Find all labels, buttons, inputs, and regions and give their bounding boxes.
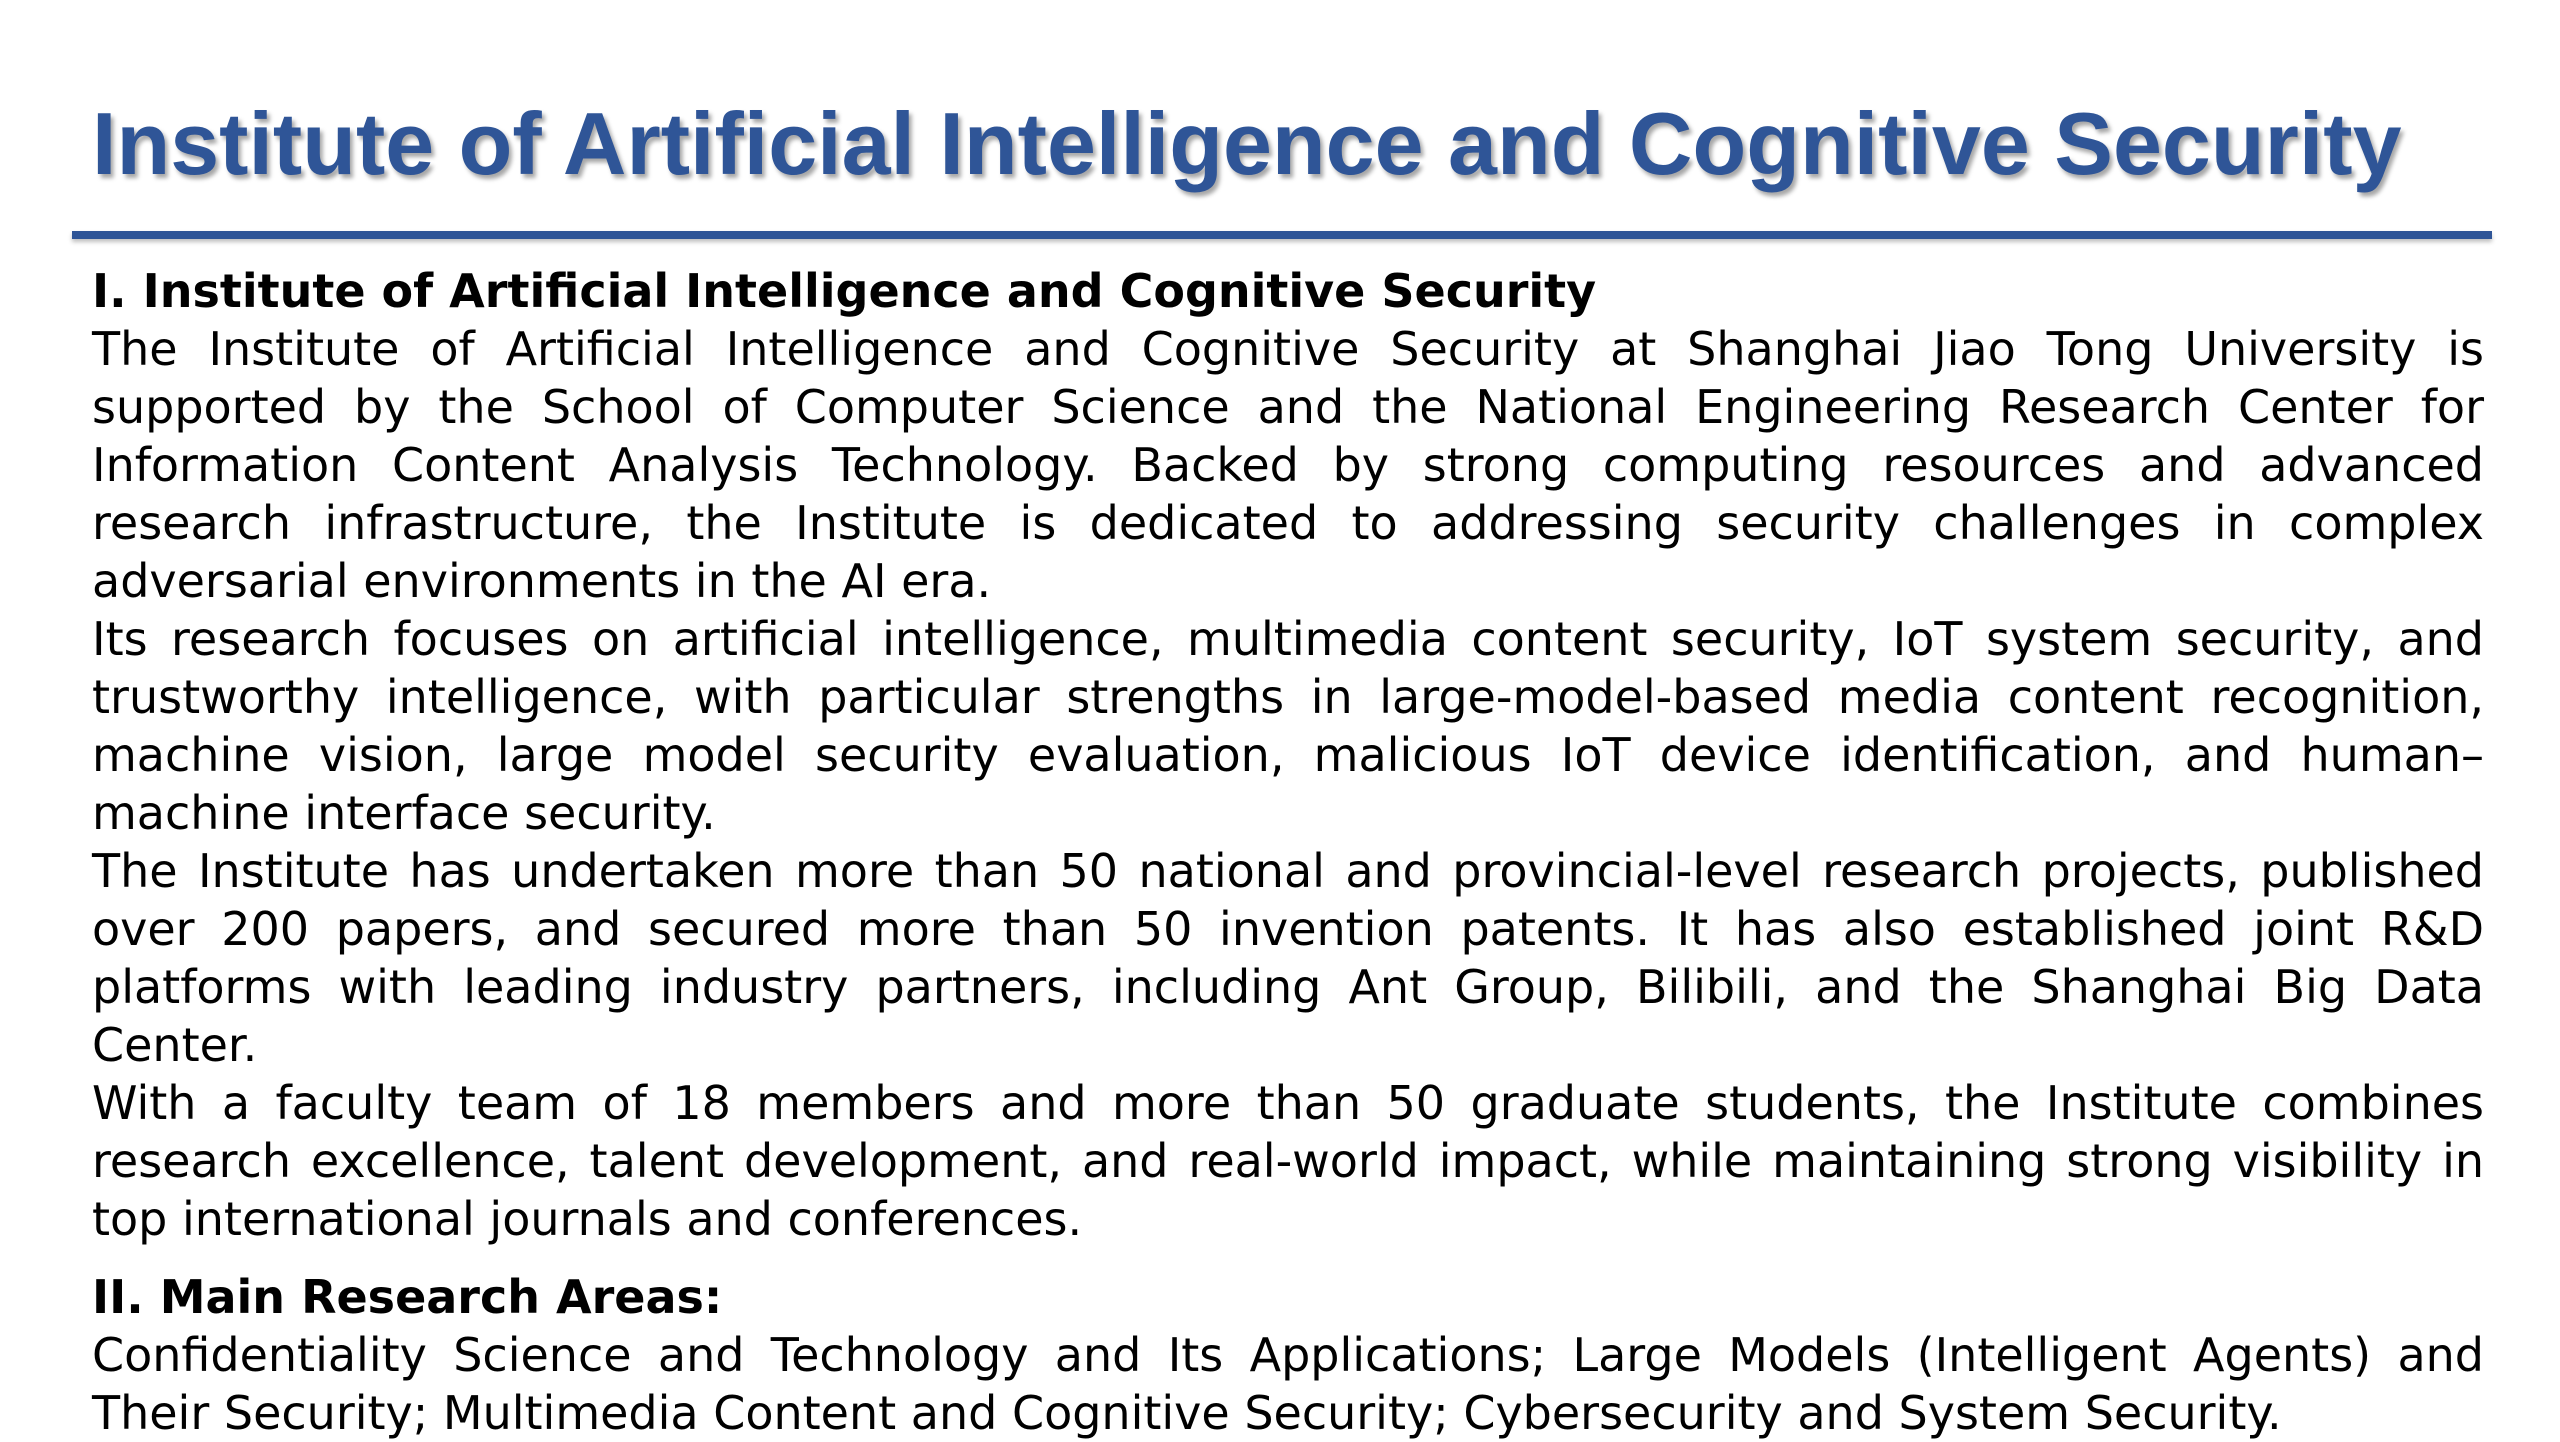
paragraph-overview: The Institute of Artificial Intelligence and Cognitive Security at Shanghai Jiao Tong University is supported by the School of Computer Science and the National Engineering Research Center for Information Content Analysis Technology. Backed by strong computing resources and advanced research infrastructure, the Institute is dedicated to addressing security challenges in complex adversarial environments in the AI era.	[92, 322, 2484, 608]
document-body	[92, 262, 2484, 1442]
section-heading-institute: I. Institute of Artificial Intelligence and Cognitive Security	[92, 264, 1597, 318]
paragraph-faculty: With a faculty team of 18 members and more than 50 graduate students, the Institute combines research excellence, talent development, and real-world impact, while maintaining strong visibility in top international journals and conferences.	[92, 1076, 2484, 1246]
title-divider	[72, 231, 2492, 239]
paragraph-research-focus: Its research focuses on artificial intelligence, multimedia content security, IoT system security, and trustworthy intelligence, with particular strengths in large-model-based media content recognition, machine vision, large model security evaluation, malicious IoT device identification, and human–machine interface security.	[92, 612, 2484, 840]
section-spacer	[92, 1248, 2484, 1268]
page-title: Institute of Artificial Intelligence and Cognitive Security	[92, 94, 2402, 193]
paragraph-research-areas: Confidentiality Science and Technology and Its Applications; Large Models (Intelligent Agents) and Their Security; Multimedia Content and Cognitive Security; Cybersecurity and System Security.	[92, 1328, 2484, 1440]
paragraph-achievements: The Institute has undertaken more than 50 national and provincial-level research projects, published over 200 papers, and secured more than 50 invention patents. It has also established joint R&D platforms with leading industry partners, including Ant Group, Bilibili, and the Shanghai Big Data Center.	[92, 844, 2484, 1072]
section-heading-research-areas: II. Main Research Areas:	[92, 1270, 723, 1324]
